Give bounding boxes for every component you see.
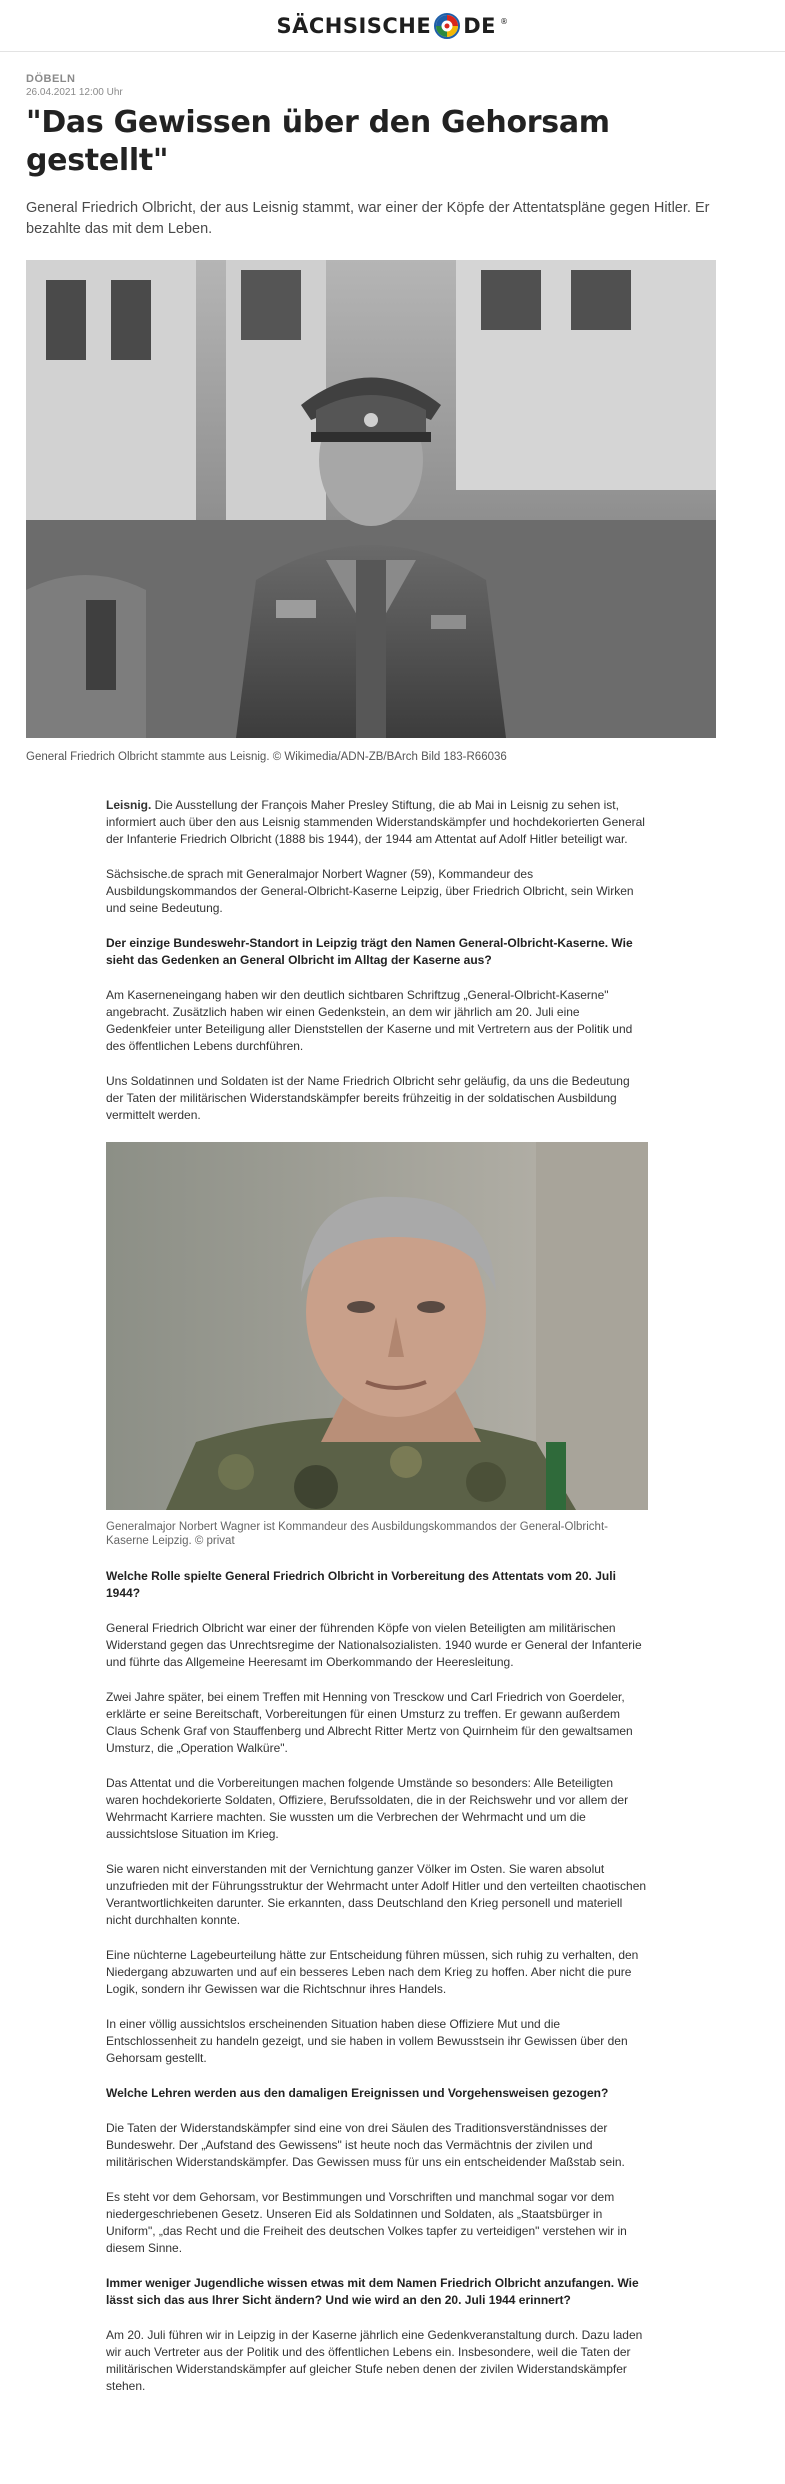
article-body <box>106 797 648 2395</box>
paragraph-3: Am Kaserneneingang haben wir den deutlich sichtbaren Schriftzug „General-Olbricht-Kaserne" angebracht. Zusätzlich haben wir einen Gedenkstein, an dem wir jährlich am 20. Juli eine Gedenkfeier unter Beteiligung aller Dienststellen der Kaserne und mit Vertretern aus der Politik und des öffentlichen Lebens durchführen. <box>106 988 633 1053</box>
paragraph-6: Zwei Jahre später, bei einem Treffen mit Henning von Tresckow und Carl Friedrich von Goerdeler, erklärte er seine Bereitschaft, Vorbereitungen für einen Umsturz zu treffen. Er gewann außerdem Claus Schenk Graf von Stauffenberg und Albrecht Ritter Mertz von Quirnheim für den gewaltsamen Umsturz, die „Operation Walküre". <box>106 1690 633 1755</box>
question-1: Der einzige Bundeswehr-Standort in Leipzig trägt den Namen General-Olbricht-Kaserne. Wie sieht das Gedenken an General Olbricht im Alltag der Kaserne aus? <box>106 936 633 967</box>
site-header <box>0 0 785 52</box>
logo-text-left: SÄCHSISCHE <box>276 13 432 38</box>
hero-caption: General Friedrich Olbricht stammte aus Leisnig. © Wikimedia/ADN-ZB/BArch Bild 183-R66036 <box>26 751 507 763</box>
portrait-caption: Generalmajor Norbert Wagner ist Kommandeur des Ausbildungskommandos der General-Olbricht-Kaserne Leipzig. © privat <box>106 1521 608 1547</box>
paragraph-13: Am 20. Juli führen wir in Leipzig in der Kaserne jährlich eine Gedenkveranstaltung durch. Dazu laden wir auch Vertreter aus der Politik und des öffentlichen Lebens ein. Insbesondere, weil die Taten der militärischen Widerstandskämpfer auf gleicher Stufe neben denen der zivilen Widerstandskämpfer stehen. <box>106 2328 643 2393</box>
paragraph-7: Das Attentat und die Vorbereitungen machen folgende Umstände so besonders: Alle Beteiligten waren hochdekorierte Soldaten, Offiziere, Berufssoldaten, die in der Reichswehr und vor allem der Wehrmacht Karriere machten. Sie wussten um die Verbrechen der Wehrmacht und um die aussichtslose Situation im Krieg. <box>106 1776 629 1841</box>
hero-figure <box>26 260 759 765</box>
site-logo[interactable] <box>276 13 508 39</box>
paragraph-11: Die Taten der Widerstandskämpfer sind eine von drei Säulen des Traditionsverständnisses der Bundeswehr. Der „Aufstand des Gewissens" ist heute noch das Vermächtnis der zivilen und militärischen Widerstandskämpfer. Das Gewissen muss für uns ein entscheidender Maßstab sein. <box>106 2121 625 2169</box>
article-teaser: General Friedrich Olbricht, der aus Leisnig stammt, war einer der Köpfe der Attentatspläne gegen Hitler. Er bezahlte das mit dem Leben. <box>26 200 710 237</box>
portrait-image[interactable] <box>106 1142 648 1510</box>
paragraph-2: Sächsische.de sprach mit Generalmajor Norbert Wagner (59), Kommandeur des Ausbildungskommandos der General-Olbricht-Kaserne Leipzig, über Friedrich Olbricht, sein Wirken und seine Bedeutung. <box>106 867 634 915</box>
article-title: "Das Gewissen über den Gehorsam gestellt" <box>26 105 610 178</box>
paragraph-4: Uns Soldatinnen und Soldaten ist der Name Friedrich Olbricht sehr geläufig, da uns die Bedeutung der Taten der militärischen Widerstandskämpfer bereits frühzeitig in der soldatischen Ausbildung vermittelt werden. <box>106 1074 630 1122</box>
paragraph-1 <box>106 797 648 848</box>
article-date: 26.04.2021 12:00 Uhr <box>26 87 123 98</box>
portrait-figure <box>106 1142 648 1548</box>
paragraph-1-text: Die Ausstellung der François Maher Presley Stiftung, die ab Mai in Leisnig zu sehen ist, informiert auch über den aus Leisnig stammenden Widerstandskämpfer und hochdekorierten General der Infanterie Friedrich Olbricht (1888 bis 1944), der 1944 am Attentat auf Adolf Hitler beteiligt war. <box>106 798 645 846</box>
dateline: Leisnig. <box>106 798 152 812</box>
paragraph-10: In einer völlig aussichtslos erscheinenden Situation haben diese Offiziere Mut und die Entschlossenheit zu handeln gezeigt, und sie haben in vollem Bewusstsein ihr Gewissen über den Gehorsam gestellt. <box>106 2017 628 2065</box>
logo-mark-icon <box>434 13 460 39</box>
paragraph-5: General Friedrich Olbricht war einer der führenden Köpfe von vielen Beteiligten am militärischen Widerstand gegen das Unrechtsregime der Nationalsozialisten. 1940 wurde er General der Infanterie und führte das Allgemeine Heeresamt im Oberkommando der Heeresleitung. <box>106 1621 642 1669</box>
logo-text-right: DE <box>463 13 497 38</box>
article <box>0 73 785 2395</box>
question-3: Welche Lehren werden aus den damaligen Ereignissen und Vorgehensweisen gezogen? <box>106 2086 609 2100</box>
portrait-photo-illustration <box>106 1142 648 1510</box>
question-4: Immer weniger Jugendliche wissen etwas mit dem Namen Friedrich Olbricht anzufangen. Wie lässt sich das aus Ihrer Sicht ändern? Und wie wird an den 20. Juli 1944 erinnert? <box>106 2276 639 2307</box>
paragraph-9: Eine nüchterne Lagebeurteilung hätte zur Entscheidung führen müssen, sich ruhig zu verhalten, den Niedergang abzuwarten und auf ein besseres Leben nach dem Krieg zu hoffen. Aber nicht die pure Logik, sondern ihr Gewissen war die Richtschnur ihres Handels. <box>106 1948 639 1996</box>
paragraph-8: Sie waren nicht einverstanden mit der Vernichtung ganzer Völker im Osten. Sie waren absolut unzufrieden mit der Führungsstruktur der Wehrmacht unter Adolf Hitler und den verteilten chaotischen Verantwortlichkeiten darunter. Sie erkannten, dass Deutschland den Krieg personell und materiell nicht durchhalten konnte. <box>106 1862 647 1927</box>
paragraph-12: Es steht vor dem Gehorsam, vor Bestimmungen und Vorschriften und manchmal sogar vor dem niedergeschriebenen Gesetz. Unseren Eid als Soldatinnen und Soldaten, als „Staatsbürger in Uniform", „das Recht und die Freiheit des deutschen Volkes tapfer zu verteidigen" verstehen wir in diesem Sinne. <box>106 2190 627 2255</box>
registered-mark: ® <box>500 16 509 26</box>
hero-photo-illustration <box>26 260 716 738</box>
article-kicker[interactable]: DÖBELN <box>26 73 76 85</box>
question-2: Welche Rolle spielte General Friedrich Olbricht in Vorbereitung des Attentats vom 20. Juli 1944? <box>106 1569 616 1600</box>
hero-image[interactable] <box>26 260 716 738</box>
